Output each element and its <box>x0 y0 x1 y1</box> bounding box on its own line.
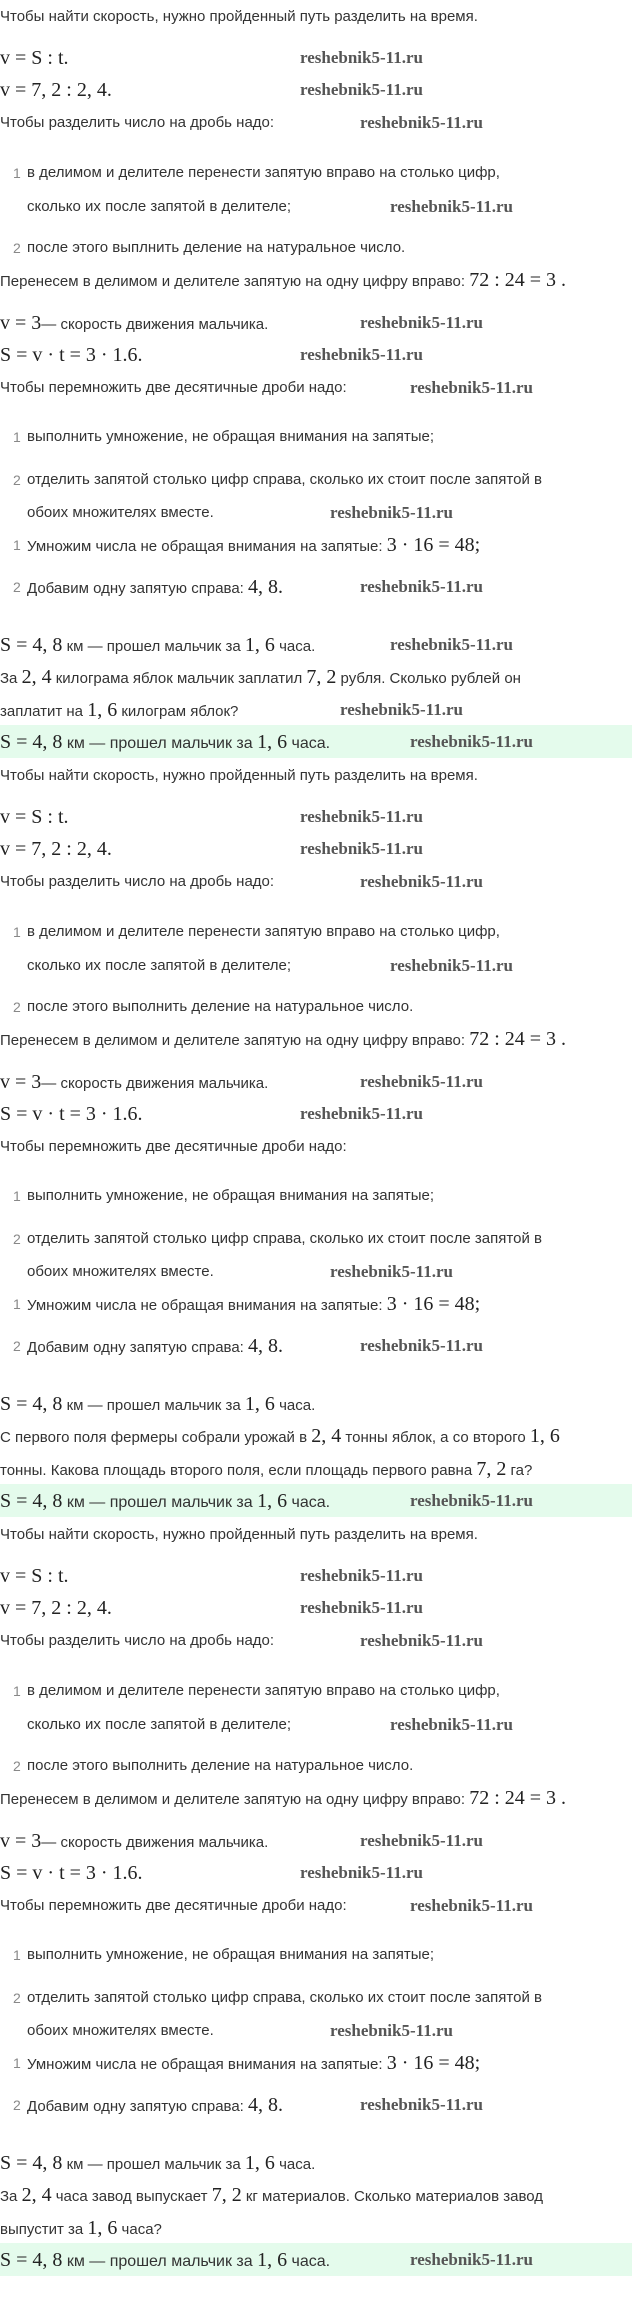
problem-text <box>0 699 238 721</box>
speed-line <box>0 1830 268 1852</box>
text-segment: выполнить умножение, не обращая внимания на запятые; <box>27 1187 435 1204</box>
text-segment: обоих множителях вместе. <box>27 2022 214 2039</box>
math-expression: 4, 8. <box>248 2094 284 2116</box>
watermark: reshebnik5-11.ru <box>390 1715 513 1734</box>
rule-text <box>0 1524 478 1546</box>
math-expression: 2, 4 <box>21 666 52 688</box>
math-expression: 1, 6 <box>244 2152 275 2174</box>
text-segment: — скорость движения мальчика. <box>41 1075 269 1092</box>
list-number: 2 <box>13 240 21 256</box>
watermark: reshebnik5-11.ru <box>360 1072 483 1091</box>
watermark: reshebnik5-11.ru <box>390 956 513 975</box>
math-expression: 3 · 16 = 48; <box>386 2052 481 2074</box>
text-segment: Чтобы найти скорость, нужно пройденный путь разделить на время. <box>0 767 478 784</box>
divide-intro <box>0 1630 274 1652</box>
formula <box>0 79 112 101</box>
watermark: reshebnik5-11.ru <box>360 313 483 332</box>
math-expression: 1, 6 <box>87 699 118 721</box>
math-expression: 72 : 24 = 3 . <box>469 269 567 291</box>
text-segment: С первого поля фермеры собрали урожай в <box>0 1429 312 1446</box>
watermark: reshebnik5-11.ru <box>360 1831 483 1850</box>
text-segment: За <box>0 670 22 687</box>
text-segment: часа. <box>274 1397 316 1414</box>
math-expression: S = 4, 8 <box>0 731 63 753</box>
text-segment: часа. <box>274 638 316 655</box>
text-segment: выполнить умножение, не обращая внимания на запятые; <box>27 1946 435 1963</box>
watermark: reshebnik5-11.ru <box>360 1336 483 1355</box>
list-number: 1 <box>13 1296 21 1312</box>
watermark: reshebnik5-11.ru <box>390 197 513 216</box>
text-segment: Умножим числа не обращая внимания на запятые: <box>27 1297 387 1314</box>
result-line <box>0 634 315 656</box>
text-segment: после этого выполнить деление на натуральное число. <box>27 998 414 1015</box>
text-segment: в делимом и делителе перенести запятую вправо на столько цифр, <box>27 923 500 940</box>
text-segment: Чтобы перемножить две десятичные дроби надо: <box>0 1897 347 1914</box>
math-expression: v = 3 <box>0 1830 42 1852</box>
text-segment: часа? <box>117 2221 162 2238</box>
text-segment: Умножим числа не обращая внимания на запятые: <box>27 538 387 555</box>
text-segment: рубля. Сколько рублей он <box>336 670 521 687</box>
list-number: 2 <box>13 579 21 595</box>
formula <box>0 344 143 366</box>
move-comma-text <box>0 1028 566 1050</box>
list-item <box>27 1755 413 1777</box>
problem-text <box>0 1425 560 1447</box>
math-expression: v = S : t. <box>0 1565 69 1587</box>
math-expression: v = 7, 2 : 2, 4. <box>0 79 112 101</box>
math-expression: 1, 6 <box>257 731 288 753</box>
rule-text <box>0 765 478 787</box>
list-number: 1 <box>13 537 21 553</box>
math-expression: S = 4, 8 <box>0 1490 63 1512</box>
text-segment: км — прошел мальчик за <box>62 1494 258 1511</box>
calc-step <box>27 2052 480 2074</box>
text-segment: Умножим числа не обращая внимания на запятые: <box>27 2056 387 2073</box>
list-number: 1 <box>13 924 21 940</box>
list-item <box>27 1714 291 1736</box>
text-segment: Чтобы разделить число на дробь надо: <box>0 1632 275 1649</box>
list-item <box>27 469 542 491</box>
text-segment: килограма яблок мальчик заплатил <box>51 670 307 687</box>
text-segment: Чтобы разделить число на дробь надо: <box>0 114 275 131</box>
problem-text <box>0 2184 543 2206</box>
list-number: 2 <box>13 1758 21 1774</box>
list-number: 1 <box>13 1683 21 1699</box>
text-segment: часа. <box>274 2156 316 2173</box>
list-number: 1 <box>13 1188 21 1204</box>
watermark: reshebnik5-11.ru <box>300 48 423 67</box>
text-segment: Чтобы разделить число на дробь надо: <box>0 873 275 890</box>
answer-line <box>0 1490 330 1512</box>
list-item <box>27 1680 500 1702</box>
text-segment: сколько их после запятой в делителе; <box>27 1716 292 1733</box>
math-expression: 1, 6 <box>244 1393 275 1415</box>
math-expression: 1, 6 <box>257 1490 288 1512</box>
solution-section <box>0 759 632 1518</box>
watermark: reshebnik5-11.ru <box>330 503 453 522</box>
math-expression: S = 4, 8 <box>0 634 63 656</box>
text-segment: Добавим одну запятую справа: <box>27 1339 249 1356</box>
calc-step <box>27 2094 283 2116</box>
list-item <box>27 162 500 184</box>
text-segment: Перенесем в делимом и делителе запятую на одну цифру вправо: <box>0 1791 470 1808</box>
text-segment: отделить запятой столько цифр справа, сколько их стоит после запятой в <box>27 471 542 488</box>
text-segment: км — прошел мальчик за <box>62 2156 245 2173</box>
math-expression: 72 : 24 = 3 . <box>469 1787 567 1809</box>
math-expression: v = 7, 2 : 2, 4. <box>0 1597 112 1619</box>
formula <box>0 806 69 828</box>
text-segment: в делимом и делителе перенести запятую вправо на столько цифр, <box>27 1682 500 1699</box>
list-number: 2 <box>13 1231 21 1247</box>
math-expression: v = 3 <box>0 312 42 334</box>
text-segment: килограм яблок? <box>117 703 239 720</box>
math-expression: 4, 8. <box>248 576 284 598</box>
text-segment: после этого выплнить деление на натуральное число. <box>27 239 406 256</box>
text-segment: часа. <box>287 735 331 752</box>
text-segment: км — прошел мальчик за <box>62 2253 258 2270</box>
text-segment: Перенесем в делимом и делителе запятую на одну цифру вправо: <box>0 1032 470 1049</box>
watermark: reshebnik5-11.ru <box>300 1566 423 1585</box>
formula <box>0 838 112 860</box>
list-item <box>27 1228 542 1250</box>
mult-intro <box>0 377 347 399</box>
answer-line <box>0 2249 330 2271</box>
text-segment: га? <box>506 1462 533 1479</box>
list-number: 1 <box>13 2055 21 2071</box>
list-number: 2 <box>13 1338 21 1354</box>
text-segment: отделить запятой столько цифр справа, сколько их стоит после запятой в <box>27 1230 542 1247</box>
watermark: reshebnik5-11.ru <box>340 700 463 719</box>
math-expression: S = v · t = 3 · 1.6. <box>0 1862 143 1884</box>
text-segment: Добавим одну запятую справа: <box>27 2098 249 2115</box>
watermark: reshebnik5-11.ru <box>410 378 533 397</box>
answer-line <box>0 731 330 753</box>
watermark: reshebnik5-11.ru <box>410 2250 533 2269</box>
text-segment: км — прошел мальчик за <box>62 1397 245 1414</box>
text-segment: — скорость движения мальчика. <box>41 1834 269 1851</box>
text-segment: в делимом и делителе перенести запятую вправо на столько цифр, <box>27 164 500 181</box>
watermark: reshebnik5-11.ru <box>300 80 423 99</box>
solution-section <box>0 0 632 759</box>
text-segment: после этого выполнить деление на натуральное число. <box>27 1757 414 1774</box>
text-segment: кг материалов. Сколько материалов завод <box>241 2188 544 2205</box>
math-expression: v = S : t. <box>0 806 69 828</box>
watermark: reshebnik5-11.ru <box>390 635 513 654</box>
mult-intro <box>0 1136 347 1158</box>
watermark: reshebnik5-11.ru <box>360 872 483 891</box>
math-expression: 3 · 16 = 48; <box>386 1293 481 1315</box>
watermark: reshebnik5-11.ru <box>300 1598 423 1617</box>
math-expression: v = 3 <box>0 1071 42 1093</box>
calc-step <box>27 1335 283 1357</box>
math-expression: 1, 6 <box>257 2249 288 2271</box>
text-segment: км — прошел мальчик за <box>62 638 245 655</box>
watermark: reshebnik5-11.ru <box>410 732 533 751</box>
watermark: reshebnik5-11.ru <box>410 1491 533 1510</box>
problem-text <box>0 1458 532 1480</box>
text-segment: км — прошел мальчик за <box>62 735 258 752</box>
list-number: 1 <box>13 1947 21 1963</box>
text-segment: Чтобы перемножить две десятичные дроби надо: <box>0 1138 347 1155</box>
math-expression: v = S : t. <box>0 47 69 69</box>
text-segment: отделить запятой столько цифр справа, сколько их стоит после запятой в <box>27 1989 542 2006</box>
math-expression: 7, 2 <box>211 2184 242 2206</box>
formula <box>0 1597 112 1619</box>
math-expression: S = v · t = 3 · 1.6. <box>0 1103 143 1125</box>
mult-intro <box>0 1895 347 1917</box>
math-expression: 2, 4 <box>21 2184 52 2206</box>
problem-text <box>0 2217 162 2239</box>
move-comma-text <box>0 269 566 291</box>
watermark: reshebnik5-11.ru <box>360 113 483 132</box>
text-segment: — скорость движения мальчика. <box>41 316 269 333</box>
math-expression: 2, 4 <box>311 1425 342 1447</box>
math-expression: 4, 8. <box>248 1335 284 1357</box>
list-item <box>27 1185 434 1207</box>
formula <box>0 1103 143 1125</box>
list-item <box>27 1944 434 1966</box>
list-item <box>27 996 413 1018</box>
formula <box>0 1862 143 1884</box>
math-expression: 7, 2 <box>476 1458 507 1480</box>
text-segment: сколько их после запятой в делителе; <box>27 198 292 215</box>
text-segment: тонны. Какова площадь второго поля, если площадь первого равна <box>0 1462 477 1479</box>
text-segment: Перенесем в делимом и делителе запятую на одну цифру вправо: <box>0 273 470 290</box>
problem-text <box>0 666 521 688</box>
watermark: reshebnik5-11.ru <box>410 1896 533 1915</box>
calc-step <box>27 576 283 598</box>
list-item <box>27 921 500 943</box>
text-segment: выпустит за <box>0 2221 88 2238</box>
watermark: reshebnik5-11.ru <box>300 345 423 364</box>
calc-step <box>27 1293 480 1315</box>
math-expression: 1, 6 <box>87 2217 118 2239</box>
list-number: 1 <box>13 165 21 181</box>
list-item <box>27 502 214 524</box>
list-item <box>27 1987 542 2009</box>
list-item <box>27 237 405 259</box>
text-segment: заплатит на <box>0 703 88 720</box>
move-comma-text <box>0 1787 566 1809</box>
calc-step <box>27 534 480 556</box>
list-item <box>27 426 434 448</box>
text-segment: выполнить умножение, не обращая внимания на запятые; <box>27 428 435 445</box>
text-segment: Чтобы найти скорость, нужно пройденный путь разделить на время. <box>0 1526 478 1543</box>
math-expression: 1, 6 <box>244 634 275 656</box>
list-item <box>27 1261 214 1283</box>
text-segment: Чтобы перемножить две десятичные дроби надо: <box>0 379 347 396</box>
formula <box>0 47 69 69</box>
text-segment: обоих множителях вместе. <box>27 1263 214 1280</box>
text-segment: часа. <box>287 1494 331 1511</box>
watermark: reshebnik5-11.ru <box>300 1863 423 1882</box>
text-segment: обоих множителях вместе. <box>27 504 214 521</box>
list-number: 2 <box>13 2097 21 2113</box>
rule-text <box>0 6 478 28</box>
watermark: reshebnik5-11.ru <box>360 577 483 596</box>
math-expression: S = 4, 8 <box>0 2152 63 2174</box>
math-expression: 7, 2 <box>306 666 337 688</box>
text-segment: Добавим одну запятую справа: <box>27 580 249 597</box>
result-line <box>0 1393 315 1415</box>
watermark: reshebnik5-11.ru <box>300 1104 423 1123</box>
speed-line <box>0 312 268 334</box>
math-expression: S = v · t = 3 · 1.6. <box>0 344 143 366</box>
watermark: reshebnik5-11.ru <box>360 2095 483 2114</box>
list-number: 1 <box>13 429 21 445</box>
text-segment: часа завод выпускает <box>51 2188 212 2205</box>
text-segment: тонны яблок, а со второго <box>341 1429 530 1446</box>
list-number: 2 <box>13 472 21 488</box>
list-item <box>27 955 291 977</box>
math-expression: S = 4, 8 <box>0 1393 63 1415</box>
text-segment: сколько их после запятой в делителе; <box>27 957 292 974</box>
math-expression: S = 4, 8 <box>0 2249 63 2271</box>
list-number: 2 <box>13 999 21 1015</box>
math-expression: v = 7, 2 : 2, 4. <box>0 838 112 860</box>
watermark: reshebnik5-11.ru <box>330 2021 453 2040</box>
math-expression: 1, 6 <box>529 1425 560 1447</box>
watermark: reshebnik5-11.ru <box>300 807 423 826</box>
formula <box>0 1565 69 1587</box>
math-expression: 72 : 24 = 3 . <box>469 1028 567 1050</box>
watermark: reshebnik5-11.ru <box>330 1262 453 1281</box>
text-segment: За <box>0 2188 22 2205</box>
result-line <box>0 2152 315 2174</box>
list-number: 2 <box>13 1990 21 2006</box>
divide-intro <box>0 871 274 893</box>
text-segment: часа. <box>287 2253 331 2270</box>
text-segment: Чтобы найти скорость, нужно пройденный путь разделить на время. <box>0 8 478 25</box>
list-item <box>27 196 291 218</box>
math-expression: 3 · 16 = 48; <box>386 534 481 556</box>
watermark: reshebnik5-11.ru <box>360 1631 483 1650</box>
watermark: reshebnik5-11.ru <box>300 839 423 858</box>
solution-section <box>0 1518 632 2277</box>
divide-intro <box>0 112 274 134</box>
speed-line <box>0 1071 268 1093</box>
list-item <box>27 2020 214 2042</box>
